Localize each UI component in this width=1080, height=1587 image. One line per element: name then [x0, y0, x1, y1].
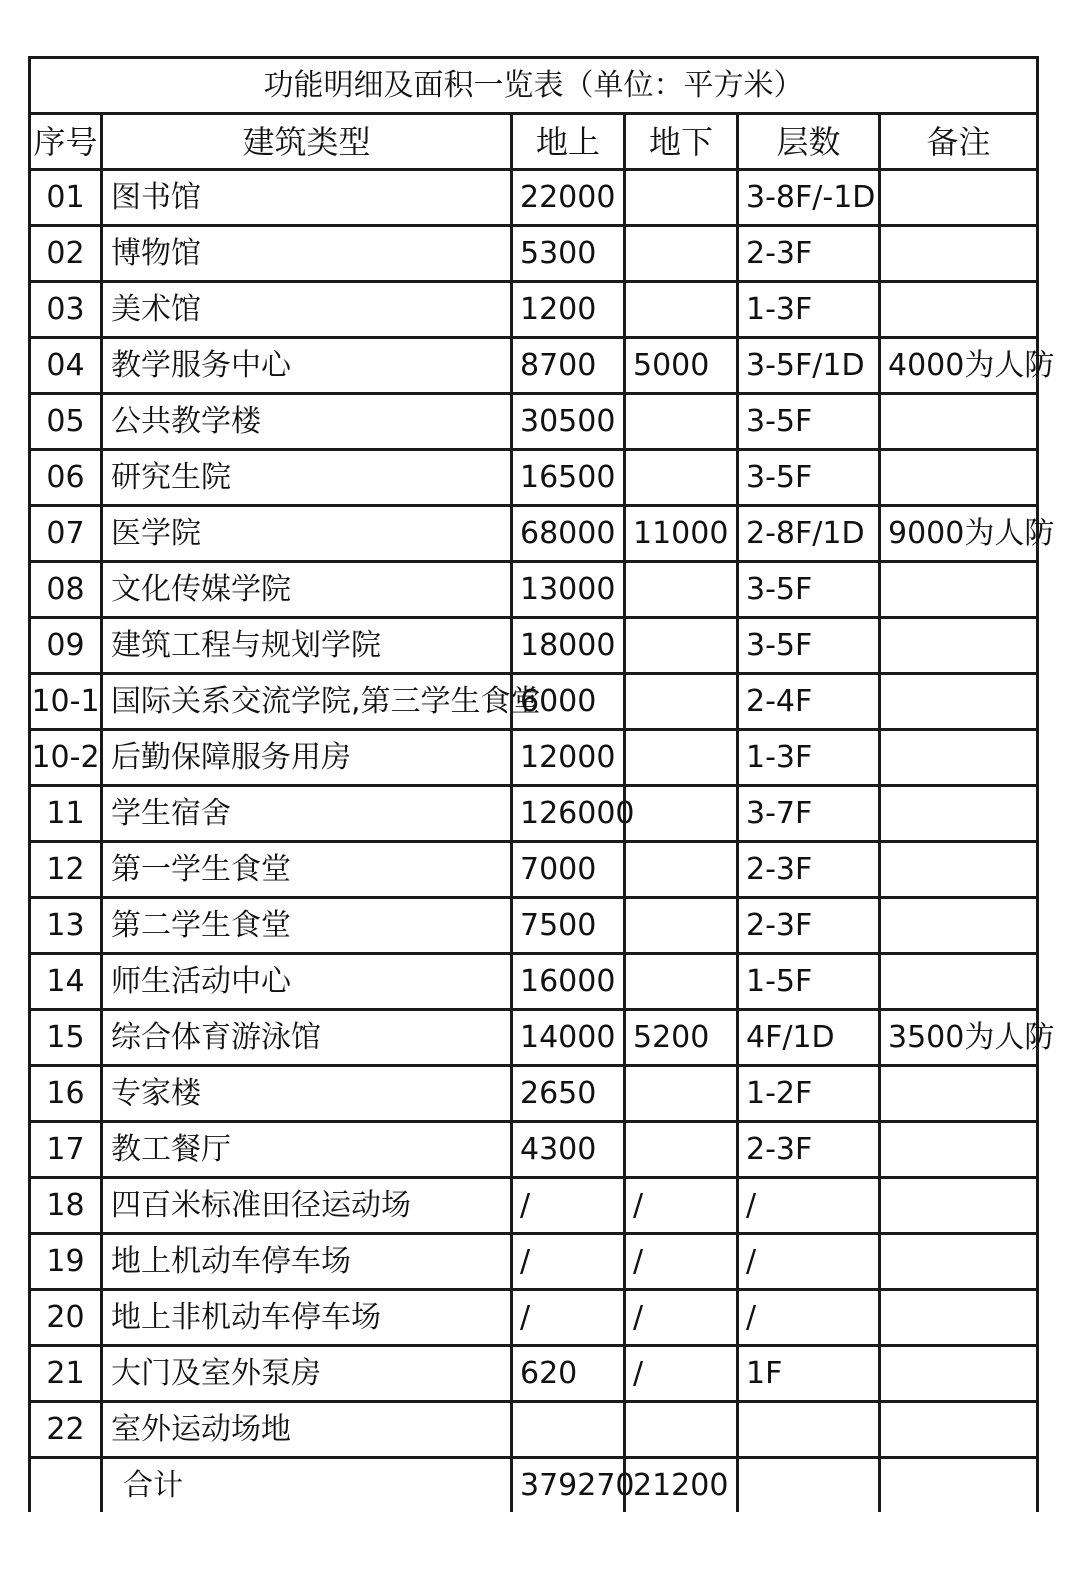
table-row [30, 1346, 1038, 1402]
row-below-ground [625, 282, 738, 338]
row-floors: / [738, 1290, 880, 1346]
row-index: 21 [30, 1346, 102, 1402]
row-above-ground [512, 1402, 625, 1458]
row-building-type: 综合体育游泳馆 [102, 1010, 512, 1066]
row-index: 14 [30, 954, 102, 1010]
row-remarks [880, 1290, 1038, 1346]
row-remarks [880, 394, 1038, 450]
row-above-ground: 8700 [512, 338, 625, 394]
table-row [30, 506, 1038, 562]
row-below-ground [625, 450, 738, 506]
row-floors: 3-7F [738, 786, 880, 842]
header-floors: 层数 [738, 114, 880, 170]
row-building-type: 美术馆 [102, 282, 512, 338]
row-building-type: 教学服务中心 [102, 338, 512, 394]
row-index: 08 [30, 562, 102, 618]
row-floors: 2-4F [738, 674, 880, 730]
row-floors [738, 1402, 880, 1458]
row-floors: 1-3F [738, 282, 880, 338]
row-below-ground [625, 226, 738, 282]
table-row [30, 1010, 1038, 1066]
row-floors: 2-3F [738, 898, 880, 954]
area-table-sheet [28, 56, 1055, 1512]
row-index: 06 [30, 450, 102, 506]
row-index: 13 [30, 898, 102, 954]
row-floors: 1F [738, 1346, 880, 1402]
row-below-ground [625, 394, 738, 450]
row-remarks [880, 898, 1038, 954]
row-remarks [880, 450, 1038, 506]
row-above-ground: 16500 [512, 450, 625, 506]
table-row [30, 842, 1038, 898]
row-building-type: 图书馆 [102, 170, 512, 226]
header-remarks: 备注 [880, 114, 1038, 170]
row-building-type: 建筑工程与规划学院 [102, 618, 512, 674]
row-above-ground: 30500 [512, 394, 625, 450]
row-above-ground: 7500 [512, 898, 625, 954]
row-remarks [880, 730, 1038, 786]
row-below-ground [625, 898, 738, 954]
header-index: 序号 [30, 114, 102, 170]
row-index: 16 [30, 1066, 102, 1122]
row-above-ground: 18000 [512, 618, 625, 674]
row-floors: 2-3F [738, 1122, 880, 1178]
row-above-ground: 14000 [512, 1010, 625, 1066]
row-above-ground: 2650 [512, 1066, 625, 1122]
row-above-ground: 12000 [512, 730, 625, 786]
row-remarks [880, 618, 1038, 674]
total-label: 合计 [102, 1458, 512, 1513]
row-remarks [880, 1234, 1038, 1290]
row-below-ground [625, 170, 738, 226]
row-above-ground: 13000 [512, 562, 625, 618]
row-above-ground: 22000 [512, 170, 625, 226]
row-remarks [880, 674, 1038, 730]
row-index: 09 [30, 618, 102, 674]
row-building-type: 四百米标准田径运动场 [102, 1178, 512, 1234]
row-floors: 3-5F [738, 450, 880, 506]
row-remarks: 9000为人防 [880, 506, 1038, 562]
header-building-type: 建筑类型 [102, 114, 512, 170]
row-below-ground: 5000 [625, 338, 738, 394]
row-index: 18 [30, 1178, 102, 1234]
row-building-type: 国际关系交流学院,第三学生食堂 [102, 674, 512, 730]
area-table [28, 56, 1055, 1512]
table-row [30, 226, 1038, 282]
row-remarks [880, 786, 1038, 842]
row-remarks [880, 226, 1038, 282]
row-below-ground [625, 954, 738, 1010]
table-row [30, 1066, 1038, 1122]
row-floors: 3-5F [738, 394, 880, 450]
row-index: 11 [30, 786, 102, 842]
row-above-ground: 126000 [512, 786, 625, 842]
total-row [30, 1458, 1038, 1513]
row-index: 02 [30, 226, 102, 282]
row-building-type: 文化传媒学院 [102, 562, 512, 618]
header-above-ground: 地上 [512, 114, 625, 170]
row-below-ground [625, 674, 738, 730]
row-building-type: 医学院 [102, 506, 512, 562]
row-building-type: 室外运动场地 [102, 1402, 512, 1458]
row-below-ground: / [625, 1178, 738, 1234]
row-below-ground [625, 1402, 738, 1458]
table-row [30, 1178, 1038, 1234]
row-below-ground [625, 786, 738, 842]
row-floors: 3-5F [738, 562, 880, 618]
row-remarks [880, 170, 1038, 226]
table-row [30, 450, 1038, 506]
row-floors: 2-8F/1D [738, 506, 880, 562]
title-row [30, 58, 1038, 114]
row-building-type: 地上非机动车停车场 [102, 1290, 512, 1346]
row-floors: 4F/1D [738, 1010, 880, 1066]
row-above-ground: 68000 [512, 506, 625, 562]
row-building-type: 大门及室外泵房 [102, 1346, 512, 1402]
row-above-ground: 1200 [512, 282, 625, 338]
row-index: 17 [30, 1122, 102, 1178]
row-remarks: 3500为人防 [880, 1010, 1038, 1066]
table-row [30, 1122, 1038, 1178]
row-above-ground: 620 [512, 1346, 625, 1402]
row-remarks: 4000为人防 [880, 338, 1038, 394]
table-row [30, 730, 1038, 786]
row-remarks [880, 1402, 1038, 1458]
row-index: 12 [30, 842, 102, 898]
row-building-type: 第二学生食堂 [102, 898, 512, 954]
row-floors: 1-2F [738, 1066, 880, 1122]
row-index: 15 [30, 1010, 102, 1066]
row-below-ground [625, 618, 738, 674]
table-row [30, 338, 1038, 394]
header-row [30, 114, 1038, 170]
table-row [30, 1290, 1038, 1346]
row-remarks [880, 282, 1038, 338]
row-above-ground: 4300 [512, 1122, 625, 1178]
row-above-ground: 5300 [512, 226, 625, 282]
row-floors: 3-5F [738, 618, 880, 674]
row-remarks [880, 954, 1038, 1010]
row-remarks [880, 1178, 1038, 1234]
row-below-ground [625, 562, 738, 618]
row-below-ground [625, 730, 738, 786]
table-row [30, 1234, 1038, 1290]
total-index [30, 1458, 102, 1513]
total-below-ground: 21200 [625, 1458, 738, 1513]
row-above-ground: 16000 [512, 954, 625, 1010]
row-below-ground [625, 842, 738, 898]
row-index: 10-2 [30, 730, 102, 786]
row-index: 03 [30, 282, 102, 338]
table-row [30, 282, 1038, 338]
row-remarks [880, 1346, 1038, 1402]
row-building-type: 第一学生食堂 [102, 842, 512, 898]
table-row [30, 394, 1038, 450]
row-below-ground: 5200 [625, 1010, 738, 1066]
table-row [30, 170, 1038, 226]
header-below-ground: 地下 [625, 114, 738, 170]
row-building-type: 学生宿舍 [102, 786, 512, 842]
row-index: 05 [30, 394, 102, 450]
table-row [30, 674, 1038, 730]
row-below-ground: / [625, 1234, 738, 1290]
row-building-type: 后勤保障服务用房 [102, 730, 512, 786]
table-row [30, 898, 1038, 954]
row-remarks [880, 1122, 1038, 1178]
row-floors: 3-8F/-1D [738, 170, 880, 226]
row-building-type: 博物馆 [102, 226, 512, 282]
table-title: 功能明细及面积一览表（单位：平方米） [30, 58, 1038, 114]
row-index: 10-1 [30, 674, 102, 730]
row-remarks [880, 842, 1038, 898]
row-below-ground: / [625, 1346, 738, 1402]
row-below-ground [625, 1122, 738, 1178]
table-row [30, 954, 1038, 1010]
row-index: 04 [30, 338, 102, 394]
total-floors [738, 1458, 880, 1513]
row-building-type: 公共教学楼 [102, 394, 512, 450]
row-below-ground: / [625, 1290, 738, 1346]
total-above-ground: 379270 [512, 1458, 625, 1513]
row-index: 01 [30, 170, 102, 226]
row-index: 07 [30, 506, 102, 562]
row-building-type: 专家楼 [102, 1066, 512, 1122]
total-remarks [880, 1458, 1038, 1513]
row-index: 19 [30, 1234, 102, 1290]
row-above-ground: 7000 [512, 842, 625, 898]
row-floors: / [738, 1234, 880, 1290]
row-floors: 1-3F [738, 730, 880, 786]
row-remarks [880, 562, 1038, 618]
row-floors: / [738, 1178, 880, 1234]
row-building-type: 师生活动中心 [102, 954, 512, 1010]
row-index: 20 [30, 1290, 102, 1346]
row-remarks [880, 1066, 1038, 1122]
row-floors: 3-5F/1D [738, 338, 880, 394]
row-below-ground: 11000 [625, 506, 738, 562]
row-building-type: 研究生院 [102, 450, 512, 506]
table-row [30, 786, 1038, 842]
table-row [30, 1402, 1038, 1458]
table-row [30, 562, 1038, 618]
row-floors: 2-3F [738, 226, 880, 282]
row-index: 22 [30, 1402, 102, 1458]
row-building-type: 教工餐厅 [102, 1122, 512, 1178]
row-below-ground [625, 1066, 738, 1122]
row-above-ground: / [512, 1234, 625, 1290]
row-building-type: 地上机动车停车场 [102, 1234, 512, 1290]
row-above-ground: / [512, 1178, 625, 1234]
row-above-ground: 6000 [512, 674, 625, 730]
row-floors: 1-5F [738, 954, 880, 1010]
row-floors: 2-3F [738, 842, 880, 898]
table-row [30, 618, 1038, 674]
row-above-ground: / [512, 1290, 625, 1346]
